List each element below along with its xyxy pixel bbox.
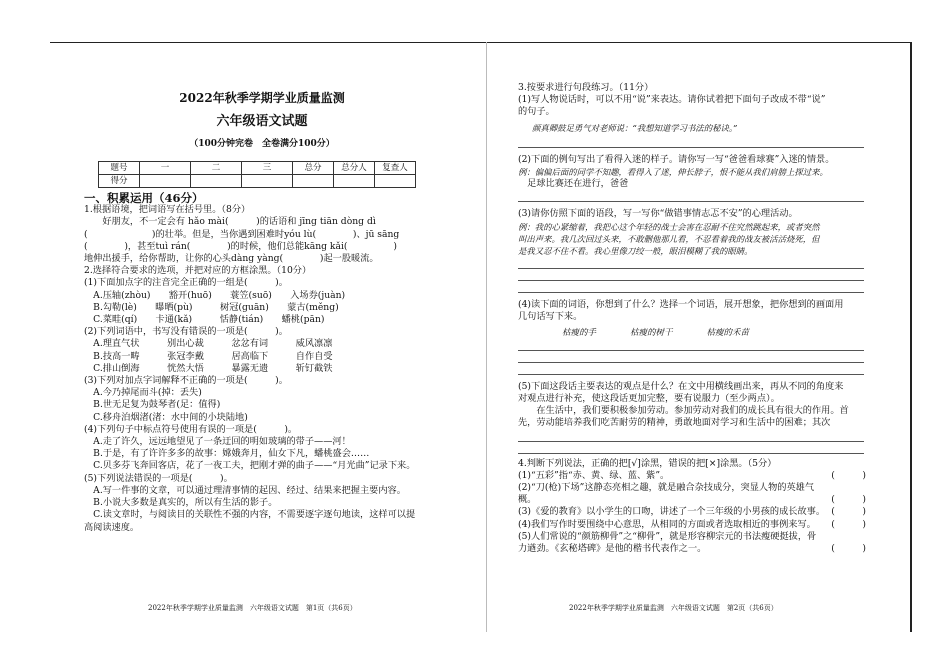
- answer-prompt: 足球比赛还在进行，爸爸: [518, 178, 629, 190]
- judge-text: (4)我们写作时要围绕中心意思，从相同的方面或者选取相近的事例来写。: [518, 518, 816, 530]
- question-line: (1)写人物说话时，可以不用“说”来表达。请你试着把下面句子改成不带“说”: [518, 94, 826, 106]
- right-footer: 2022年秋季学期学业质量监测 六年级语文试题 第2页（共6页）: [569, 604, 778, 612]
- table-cell: 题号: [99, 161, 140, 174]
- option-line: A.压轴(zhòu) 豁开(huō) 蓑笠(suō) 入场券(juàn): [84, 289, 346, 301]
- question-line: (3)请你仿照下面的语段，写一写你“做错事情志忑不安”的心理活动。: [518, 208, 798, 220]
- right-page: [518, 82, 866, 555]
- option-line: A.理直气状 别出心裁 忿忿有词 威风凛凛: [84, 338, 333, 350]
- option-line: C.移舟泊烟渚(渚：水中间的小块陆地): [84, 411, 248, 423]
- sheet-edge-top: [50, 42, 912, 43]
- word-choice: 枯瘦的树干: [630, 327, 673, 338]
- question-line: (2)下列词语中，书写没有错误的一项是( )。: [84, 326, 288, 338]
- judge-item: [518, 494, 866, 506]
- table-cell: 总分人: [334, 161, 375, 174]
- judge-item: [518, 519, 866, 531]
- table-cell: 三: [242, 161, 293, 174]
- header-title: 2022年秋季学期学业质量监测: [179, 91, 345, 105]
- question-line: (2)下面的例句写出了看得入迷的样子。请你写一写“爸爸看球赛”入迷的情景。: [518, 153, 835, 165]
- answer-line[interactable]: [518, 269, 864, 281]
- table-cell: [375, 174, 416, 187]
- answer-line[interactable]: [518, 339, 864, 351]
- question-line: 对观点进行补充，使这段话更加完整，要有说服力（至少两点）。: [518, 393, 780, 405]
- option-line: C.贝多芬飞奔回客店，花了一夜工夫，把刚才弹的曲子——“月光曲”记录下来。: [84, 460, 416, 472]
- answer-line[interactable]: [518, 430, 864, 442]
- table-cell: 复查人: [375, 161, 416, 174]
- judge-answer-box[interactable]: ( ): [831, 494, 866, 506]
- answer-line[interactable]: [518, 190, 864, 202]
- word-choice: 枯瘦的手: [562, 327, 597, 338]
- left-page: [84, 82, 440, 534]
- word-choices: [518, 327, 866, 339]
- question-line: 2.选择符合要求的选项，并把对应的方框涂黑。（10分）: [84, 265, 312, 277]
- section1-title: 一、积累运用（46分）: [84, 191, 204, 206]
- question-line: (1)下面加点字的注音完全正确的一组是( )。: [84, 277, 288, 289]
- judge-item: [518, 482, 866, 494]
- judge-item: [518, 506, 866, 518]
- word-choice: 枯瘦的禾苗: [706, 327, 750, 338]
- answer-line[interactable]: [518, 136, 864, 148]
- passage-line: 先，劳动能培养我们吃苦耐劳的精神，勇敢地面对学习和生活中的困难；其次: [518, 417, 831, 429]
- table-cell: [293, 174, 334, 187]
- question-line: (5)下面这段话主要表达的观点是什么？在文中用横线画出来，再从不同的角度来: [518, 380, 844, 392]
- judge-text: 力遒劲。《玄秘塔碑》是他的楷书代表作之一。: [518, 543, 707, 555]
- answer-line[interactable]: [518, 257, 864, 269]
- question-line: 1.根据语境，把词语写在括号里。（8分）: [84, 204, 251, 216]
- question-title: 3.按要求进行句段练习。（11分）: [518, 82, 654, 93]
- option-line: A.走了许久，远远地望见了一条迂回的明如玻璃的带子——河！: [84, 436, 351, 448]
- table-cell: [334, 174, 375, 187]
- option-line: C.读文章时，与阅读目的关联性不强的内容，不需要逐字逐句地读，这样可以提: [84, 509, 416, 521]
- answer-line[interactable]: [518, 442, 864, 454]
- question-line: (4)下列句子中标点符号使用有误的一项是( )。: [84, 423, 298, 435]
- example-sentence: 是我又忍不住不看。我心里像刀绞一般，眼泪模糊了我的眼睛。: [518, 246, 753, 257]
- option-line: B.小说大多数是真实的，所以有生活的影子。: [84, 497, 278, 509]
- question-line: 好朋友，不一定会有 hǎo mài( )的话语和 jīng tiān dòng dì: [84, 216, 376, 228]
- table-cell: 总分: [293, 161, 334, 174]
- question-line: (5)下列说法错误的一项是( )。: [84, 472, 233, 484]
- option-line: C.排山倒海 恍然大悟 暴露无遗 斩钉截铁: [84, 362, 333, 374]
- answer-line[interactable]: [518, 363, 864, 375]
- judge-answer-box[interactable]: ( ): [831, 506, 866, 518]
- question-line: 几句话写下来。: [518, 311, 583, 323]
- judge-answer-box[interactable]: ( ): [831, 469, 866, 481]
- judge-answer-box[interactable]: ( ): [831, 543, 866, 555]
- option-line: A.今乃掉尾而斗(掉：丢失): [84, 387, 202, 399]
- table-cell: 一: [140, 161, 191, 174]
- passage-line: 在生活中，我们要积极参加劳动。参加劳动对我们的成长具有很大的作用。首: [518, 405, 849, 417]
- table-cell: [242, 174, 293, 187]
- subject-title: 六年级语文试题: [216, 114, 308, 130]
- judge-answer-box[interactable]: ( ): [831, 518, 866, 530]
- judge-text: (5)人们常说的“颜筋柳骨”之“柳骨”，就是形容柳宗元的书法瘦硬挺拔，骨: [518, 530, 817, 542]
- question-title: 4.判断下列说法，正确的把[√]涂黑，错误的把[×]涂黑。（5分）: [518, 457, 777, 469]
- judge-item: [518, 543, 866, 555]
- option-line: B.勾勒(lè) 曝晒(pù) 树冠(guān) 蒙古(měng): [84, 301, 339, 313]
- question-line: ( )的壮举。但是，当你遇到困难时yóu lù( )、jū sāng: [84, 228, 400, 240]
- table-cell: 得分: [99, 174, 140, 187]
- option-line: B.世无足复为鼓琴者(足：值得): [84, 399, 221, 411]
- score-table: [98, 161, 416, 188]
- option-line: B.于是，有了许许多多的故事：嫦娥奔月，仙女下凡，蟠桃盛会……: [84, 448, 370, 460]
- sheet-edge-right: [910, 42, 912, 632]
- option-line: A.写一件事的文章，可以通过理清事情的起因、经过、结果来把握主要内容。: [84, 484, 406, 496]
- left-footer: 2022年秋季学期学业质量监测 六年级语文试题 第1页（共6页）: [148, 604, 357, 612]
- exam-info: （100分钟完卷 全卷满分100分）: [189, 139, 335, 150]
- left-question-lines: [84, 204, 440, 533]
- option-line: B.技高一畴 张冠李戴 居高临下 自作自受: [84, 350, 333, 362]
- example-sentence: 叫出声来。我几次回过头来，不敢删他那儿看，不忍看着我的战友被活活烧死，但: [518, 233, 820, 244]
- judge-text: (3)《爱的教育》以小学生的口吻，讲述了一个三年级的小男孩的成长故事。: [518, 506, 826, 518]
- question-line: (4)读下面的词语，你想到了什么？选择一个词语，展开想象，把你想到的画面用: [518, 299, 844, 311]
- table-cell: [191, 174, 242, 187]
- question-line: 的句子。: [518, 106, 555, 118]
- example-sentence: 例：我的心紧缩着，我把心这个年轻的战士会害在忍耐不住究然跳起来，或者突然: [518, 221, 820, 232]
- example-sentence: 例：偏偏后面的同学不知趣，看得入了迷，伸长脖子，恨不能从我们肩膀上探过来。: [518, 167, 828, 178]
- judge-text: (1)“五彩”指“赤、黄、绿、蓝、紫”。: [518, 469, 670, 481]
- question-line: 地伸出援手，给你帮助，让你的心头dàng yàng( )起一股暖流。: [84, 253, 379, 265]
- option-line: C.菜畦(qí) 卡通(kǎ) 恬静(tián) 蟠桃(pān): [84, 314, 325, 326]
- score-table-row: [99, 161, 416, 174]
- answer-line[interactable]: [518, 351, 864, 363]
- example-sentence: 颜真卿鼓足勇气对老师说：“我想知道学习书法的秘诀。”: [532, 122, 738, 133]
- table-cell: 二: [191, 161, 242, 174]
- option-line: 高阅读速度。: [84, 521, 140, 533]
- question-line: ( )，甚至tuì rán( )的时候，他们总能kāng kǎi( ): [84, 240, 398, 252]
- score-table-row: [99, 174, 416, 187]
- page-divider: [486, 42, 487, 632]
- judge-item: [518, 531, 866, 543]
- judge-text: (2)“刀(枪)下场”这静态亮相之趣，就是融合杂技成分，突显人物的英雄气: [518, 482, 815, 494]
- answer-line[interactable]: [518, 281, 864, 293]
- judge-item: [518, 470, 866, 482]
- table-cell: [140, 174, 191, 187]
- judge-text: 概。: [518, 494, 537, 506]
- question-line: (3)下列对加点字词解释不正确的一项是( )。: [84, 375, 288, 387]
